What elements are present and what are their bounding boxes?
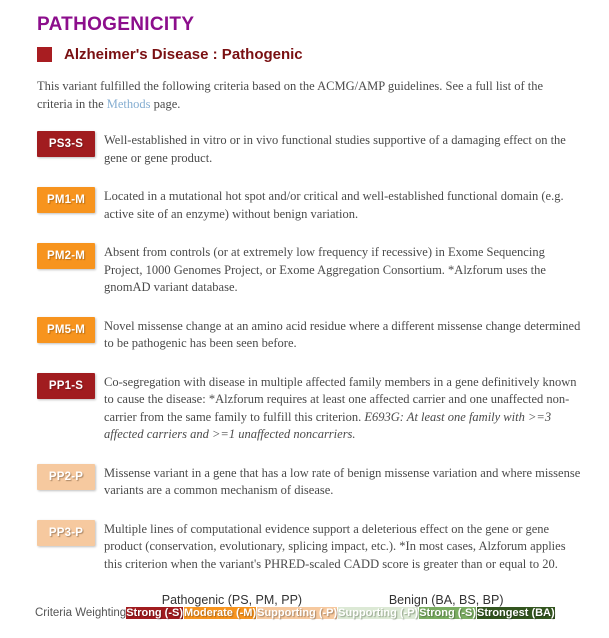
criterion-description	[104, 243, 581, 297]
criterion-description	[104, 520, 581, 574]
criterion-badge-ps3-s: PS3-S	[37, 131, 95, 157]
legend-cell-pathogenic-strong: Strong (-S)	[126, 607, 184, 620]
criterion-text: Located in a mutational hot spot and/or critical and well-established functional domain (e.g. active site of an enzyme) without benign variation.	[104, 189, 564, 221]
intro-paragraph	[37, 77, 581, 113]
intro-text-after: page.	[150, 97, 181, 112]
criterion-text: Co-segregation with disease in multiple affected family members in a gene definitively known to cause the disease: *Alzforum requires at least one affected carrier and one unaffected non-carrier from the same family to fulfill this criterion.	[104, 374, 577, 424]
intro-text-before: This variant fulfilled the following criteria based on the ACMG/AMP guidelines. See a full list of the criteria in the	[37, 79, 544, 112]
criterion-example-text: E693G: At least one family with >=3 affected carriers and >=1 unaffected noncarriers.	[104, 409, 552, 442]
criterion-badge-pp3-p: PP3-P	[37, 520, 95, 546]
criterion-description	[104, 131, 581, 167]
criteria-row-pm2-m	[37, 243, 581, 297]
legend-cell-pathogenic-supporting: Supporting (-P)	[257, 607, 338, 620]
criterion-badge-pp2-p: PP2-P	[37, 464, 95, 490]
diagnosis-subtitle: Alzheimer's Disease : Pathogenic	[64, 46, 303, 63]
benign-group-header: Benign (BA, BS, BP)	[388, 593, 504, 608]
diagnosis-subheader	[37, 46, 581, 63]
criteria-row-pm5-m	[37, 317, 581, 353]
legend-cell-pathogenic-moderate: Moderate (-M)	[184, 607, 257, 620]
legend-label: Criteria Weighting	[35, 607, 127, 620]
criteria-row-pm1-m	[37, 187, 581, 223]
criteria-list	[37, 131, 581, 573]
methods-link[interactable]: Methods	[106, 97, 151, 112]
criterion-description	[104, 373, 581, 444]
criterion-badge-pm5-m: PM5-M	[37, 317, 95, 343]
criteria-row-pp1-s	[37, 373, 581, 444]
criterion-text: Novel missense change at an amino acid residue where a different missense change determined to be pathogenic has been seen before.	[104, 318, 581, 351]
pathogenic-marker-icon	[37, 47, 52, 62]
criterion-description	[104, 317, 581, 353]
criteria-weighting-legend	[35, 593, 555, 619]
criterion-text: Multiple lines of computational evidence support a deleterious effect on the gene or gene product (conservation, evolutionary, splicing impact, etc.). *In most cases, Alzforum applies this criterion when the variant's PHRED-scaled CADD score is greater than or equal to 20.	[104, 521, 566, 571]
criteria-row-pp3-p	[37, 520, 581, 574]
legend-header-spacer	[35, 593, 126, 607]
criterion-description	[104, 464, 581, 500]
criterion-description	[104, 187, 581, 223]
criterion-badge-pp1-s: PP1-S	[37, 373, 95, 399]
pathogenicity-section	[37, 14, 581, 619]
legend-cell-benign-strong: Strong (-S)	[419, 607, 477, 620]
criterion-text: Absent from controls (or at extremely low frequency if recessive) in Exome Sequencing Project, 1000 Genomes Project, or Exome Aggregation Consortium. *Alzforum uses the gnomAD variant database.	[104, 245, 546, 295]
legend-header-row	[35, 593, 555, 607]
criteria-row-pp2-p	[37, 464, 581, 500]
legend-cell-benign-supporting: Supporting (-P)	[338, 607, 419, 620]
criterion-text: Well-established in vitro or in vivo functional studies supportive of a damaging effect on the gene or gene product.	[104, 133, 566, 165]
legend-cells-row	[35, 607, 555, 619]
page-title: PATHOGENICITY	[37, 14, 195, 35]
criterion-badge-pm1-m: PM1-M	[37, 187, 95, 213]
criteria-row-ps3-s	[37, 131, 581, 167]
legend-cell-benign-strongest: Strongest (BA)	[477, 607, 555, 620]
criterion-text: Missense variant in a gene that has a low rate of benign missense variation and where missense variants are a common mechanism of disease.	[104, 465, 581, 498]
pathogenic-group-header: Pathogenic (PS, PM, PP)	[161, 593, 303, 608]
criterion-badge-pm2-m: PM2-M	[37, 243, 95, 269]
